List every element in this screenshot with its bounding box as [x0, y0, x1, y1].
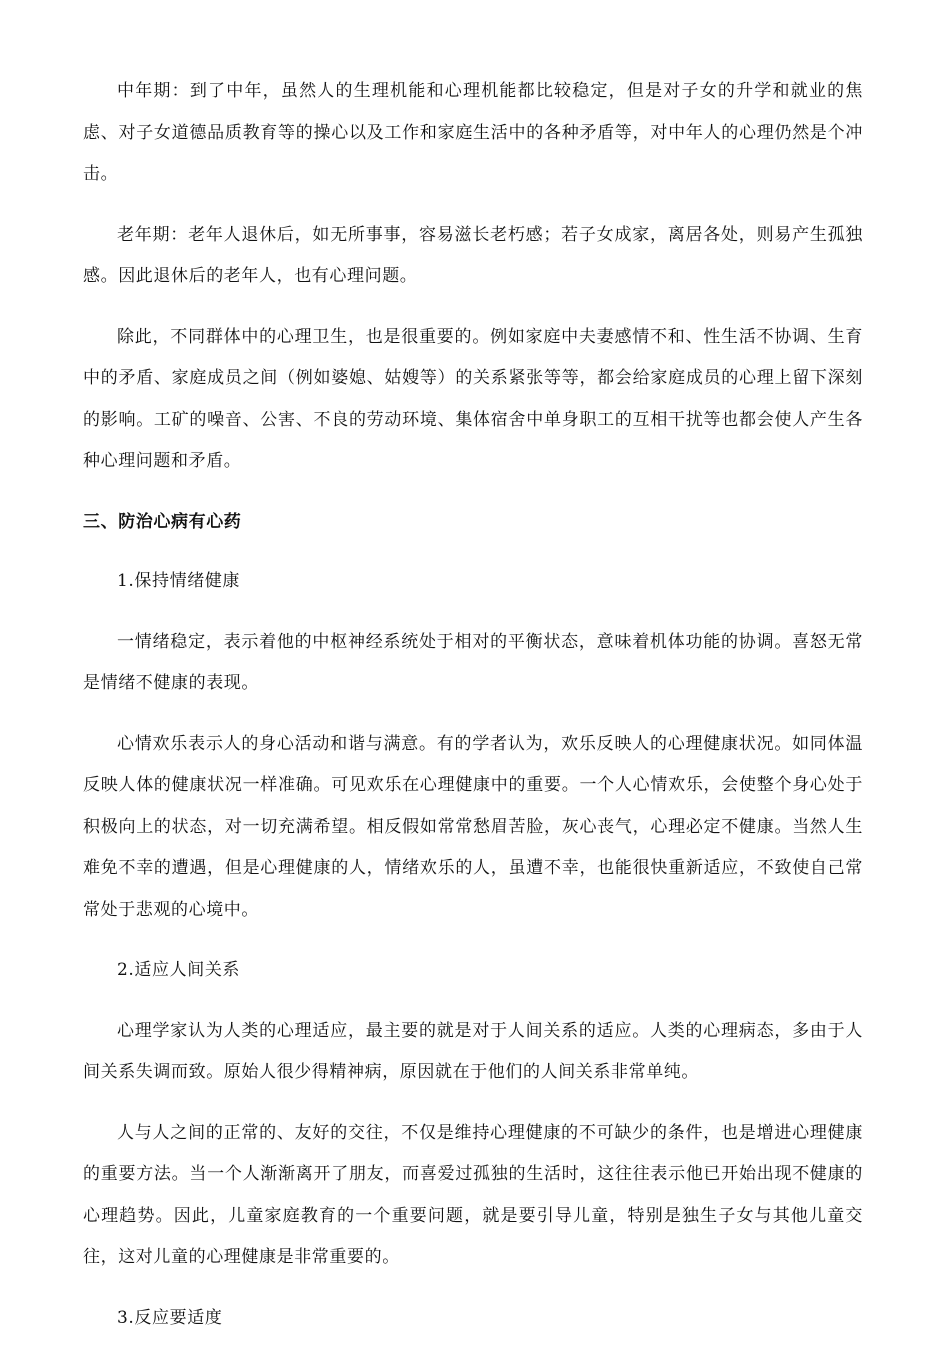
paragraph-emotional-stability: 一情绪稳定，表示着他的中枢神经系统处于相对的平衡状态，意味着机体功能的协调。喜怒无常是情绪不健康的表现。	[83, 631, 863, 693]
paragraph-middle-age: 中年期：到了中年，虽然人的生理机能和心理机能都比较稳定，但是对子女的升学和就业的焦虑、对子女道德品质教育等的操心以及工作和家庭生活中的各种矛盾等，对中年人的心理仍然是个冲击。	[83, 81, 863, 184]
document-body	[83, 71, 863, 1358]
paragraph-friendly-interaction: 人与人之间的正常的、友好的交往，不仅是维持心理健康的不可缺少的条件，也是增进心理健康的重要方法。当一个人渐渐离开了朋友，而喜爱过孤独的生活时，这往往表示他已开始出现不健康的心理趋势。因此，儿童家庭教育的一个重要问题，就是要引导儿童，特别是独生子女与其他儿童交往，这对儿童的心理健康是非常重要的。	[83, 1122, 863, 1267]
paragraph-relationship-adaptation: 心理学家认为人类的心理适应，最主要的就是对于人间关系的适应。人类的心理病态，多由于人间关系失调而致。原始人很少得精神病，原因就在于他们的人间关系非常单纯。	[83, 1020, 863, 1082]
section-heading: 三、防治心病有心药	[83, 511, 242, 532]
paragraph-group-mental-health: 除此，不同群体中的心理卫生，也是很重要的。例如家庭中夫妻感情不和、性生活不协调、生育中的矛盾、家庭成员之间（例如婆媳、姑嫂等）的关系紧张等等，都会给家庭成员的心理上留下深刻的影响。工矿的噪音、公害、不良的劳动环境、集体宿舍中单身职工的互相干扰等也都会使人产生各种心理问题和矛盾。	[83, 326, 863, 471]
paragraph-happiness: 心情欢乐表示人的身心活动和谐与满意。有的学者认为，欢乐反映人的心理健康状况。如同体温反映人体的健康状况一样准确。可见欢乐在心理健康中的重要。一个人心情欢乐，会使整个身心处于积极向上的状态，对一切充满希望。相反假如常常愁眉苦脸，灰心丧气，心理必定不健康。当然人生难免不幸的遭遇，但是心理健康的人，情绪欢乐的人，虽遭不幸，也能很快重新适应，不致使自己常常处于悲观的心境中。	[83, 733, 863, 920]
subheading-relationships: 2.适应人间关系	[117, 960, 241, 980]
subheading-moderate-reaction: 3.反应要适度	[117, 1307, 223, 1328]
subheading-emotional-health: 1.保持情绪健康	[117, 571, 241, 591]
paragraph-old-age: 老年期：老年人退休后，如无所事事，容易滋长老朽感；若子女成家，离居各处，则易产生孤独感。因此退休后的老年人，也有心理问题。	[83, 224, 863, 286]
